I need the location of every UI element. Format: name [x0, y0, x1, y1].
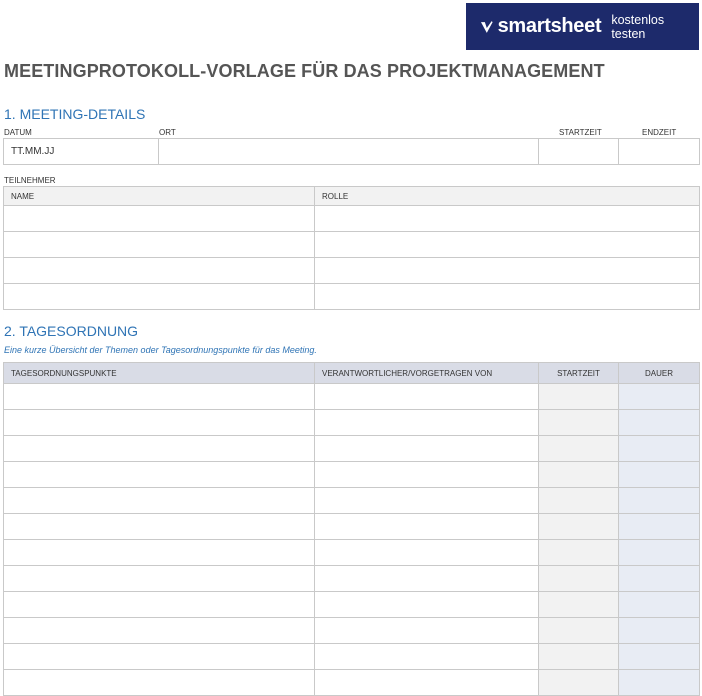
agenda-item-cell[interactable] — [4, 566, 315, 592]
agenda-start-time-cell[interactable] — [539, 670, 619, 696]
agenda-item-cell[interactable] — [4, 592, 315, 618]
trial-cta: kostenlos testen — [611, 12, 665, 41]
agenda-row — [4, 566, 700, 592]
participant-name-cell[interactable] — [4, 258, 315, 284]
agenda-row — [4, 670, 700, 696]
agenda-item-cell[interactable] — [4, 644, 315, 670]
agenda-responsible-cell[interactable] — [315, 618, 539, 644]
agenda-responsible-cell[interactable] — [315, 566, 539, 592]
brand-name: smartsheet — [497, 15, 602, 37]
agenda-row — [4, 410, 700, 436]
agenda-responsible-cell[interactable] — [315, 592, 539, 618]
agenda-row — [4, 618, 700, 644]
participant-role-cell[interactable] — [315, 206, 700, 232]
location-field[interactable] — [159, 139, 539, 165]
page-title: MEETINGPROTOKOLL-VORLAGE FÜR DAS PROJEKTMANAGEMENT — [4, 61, 605, 81]
participant-name-cell[interactable] — [4, 206, 315, 232]
participant-row — [4, 258, 700, 284]
agenda-responsible-cell[interactable] — [315, 488, 539, 514]
participants-table — [3, 186, 700, 310]
participant-name-cell[interactable] — [4, 232, 315, 258]
label-date: DATUM — [4, 128, 32, 137]
agenda-item-cell[interactable] — [4, 384, 315, 410]
column-header-responsible: VERANTWORTLICHER/VORGETRAGEN VON — [315, 363, 539, 384]
agenda-responsible-cell[interactable] — [315, 462, 539, 488]
agenda-item-cell[interactable] — [4, 618, 315, 644]
participant-row — [4, 284, 700, 310]
agenda-start-time-cell[interactable] — [539, 618, 619, 644]
participant-role-cell[interactable] — [315, 258, 700, 284]
agenda-table — [3, 362, 700, 696]
agenda-row — [4, 462, 700, 488]
agenda-start-time-cell[interactable] — [539, 384, 619, 410]
section-agenda-title: 2. TAGESORDNUNG — [4, 323, 139, 339]
column-header-start-time: STARTZEIT — [539, 363, 619, 384]
agenda-duration-cell[interactable] — [619, 462, 700, 488]
agenda-start-time-cell[interactable] — [539, 540, 619, 566]
agenda-item-cell[interactable] — [4, 540, 315, 566]
agenda-duration-cell[interactable] — [619, 488, 700, 514]
agenda-responsible-cell[interactable] — [315, 514, 539, 540]
agenda-duration-cell[interactable] — [619, 592, 700, 618]
agenda-responsible-cell[interactable] — [315, 644, 539, 670]
agenda-row — [4, 488, 700, 514]
agenda-item-cell[interactable] — [4, 488, 315, 514]
agenda-start-time-cell[interactable] — [539, 462, 619, 488]
agenda-responsible-cell[interactable] — [315, 670, 539, 696]
label-end-time: ENDZEIT — [642, 128, 677, 137]
agenda-row — [4, 592, 700, 618]
agenda-item-cell[interactable] — [4, 410, 315, 436]
agenda-start-time-cell[interactable] — [539, 488, 619, 514]
agenda-duration-cell[interactable] — [619, 670, 700, 696]
agenda-start-time-cell[interactable] — [539, 436, 619, 462]
label-location: ORT — [159, 128, 176, 137]
agenda-start-time-cell[interactable] — [539, 644, 619, 670]
label-start-time: STARTZEIT — [559, 128, 602, 137]
column-header-role: ROLLE — [315, 187, 700, 206]
agenda-row — [4, 514, 700, 540]
agenda-start-time-cell[interactable] — [539, 592, 619, 618]
smartsheet-trial-banner[interactable] — [466, 3, 699, 50]
participant-role-cell[interactable] — [315, 232, 700, 258]
column-header-name: NAME — [4, 187, 315, 206]
agenda-item-cell[interactable] — [4, 670, 315, 696]
agenda-responsible-cell[interactable] — [315, 540, 539, 566]
agenda-row — [4, 644, 700, 670]
meeting-details-table — [3, 138, 700, 165]
agenda-item-cell[interactable] — [4, 462, 315, 488]
participant-row — [4, 206, 700, 232]
agenda-duration-cell[interactable] — [619, 410, 700, 436]
agenda-responsible-cell[interactable] — [315, 384, 539, 410]
agenda-item-cell[interactable] — [4, 436, 315, 462]
agenda-duration-cell[interactable] — [619, 514, 700, 540]
agenda-duration-cell[interactable] — [619, 384, 700, 410]
agenda-row — [4, 436, 700, 462]
section-meeting-details-title: 1. MEETING-DETAILS — [4, 106, 146, 122]
agenda-duration-cell[interactable] — [619, 566, 700, 592]
date-field[interactable]: TT.MM.JJ — [4, 139, 159, 165]
agenda-duration-cell[interactable] — [619, 644, 700, 670]
agenda-duration-cell[interactable] — [619, 618, 700, 644]
agenda-row — [4, 540, 700, 566]
column-header-duration: DAUER — [619, 363, 700, 384]
agenda-intro-text: Eine kurze Übersicht der Themen oder Tagesordnungspunkte für das Meeting. — [4, 345, 317, 355]
end-time-field[interactable] — [619, 139, 700, 165]
agenda-row — [4, 384, 700, 410]
participant-row — [4, 232, 700, 258]
agenda-responsible-cell[interactable] — [315, 436, 539, 462]
agenda-start-time-cell[interactable] — [539, 566, 619, 592]
start-time-field[interactable] — [539, 139, 619, 165]
agenda-duration-cell[interactable] — [619, 540, 700, 566]
agenda-duration-cell[interactable] — [619, 436, 700, 462]
agenda-responsible-cell[interactable] — [315, 410, 539, 436]
agenda-item-cell[interactable] — [4, 514, 315, 540]
agenda-start-time-cell[interactable] — [539, 410, 619, 436]
label-participants: TEILNEHMER — [4, 176, 56, 185]
participant-role-cell[interactable] — [315, 284, 700, 310]
smartsheet-check-icon — [480, 20, 494, 34]
column-header-agenda-items: TAGESORDNUNGSPUNKTE — [4, 363, 315, 384]
agenda-start-time-cell[interactable] — [539, 514, 619, 540]
participant-name-cell[interactable] — [4, 284, 315, 310]
